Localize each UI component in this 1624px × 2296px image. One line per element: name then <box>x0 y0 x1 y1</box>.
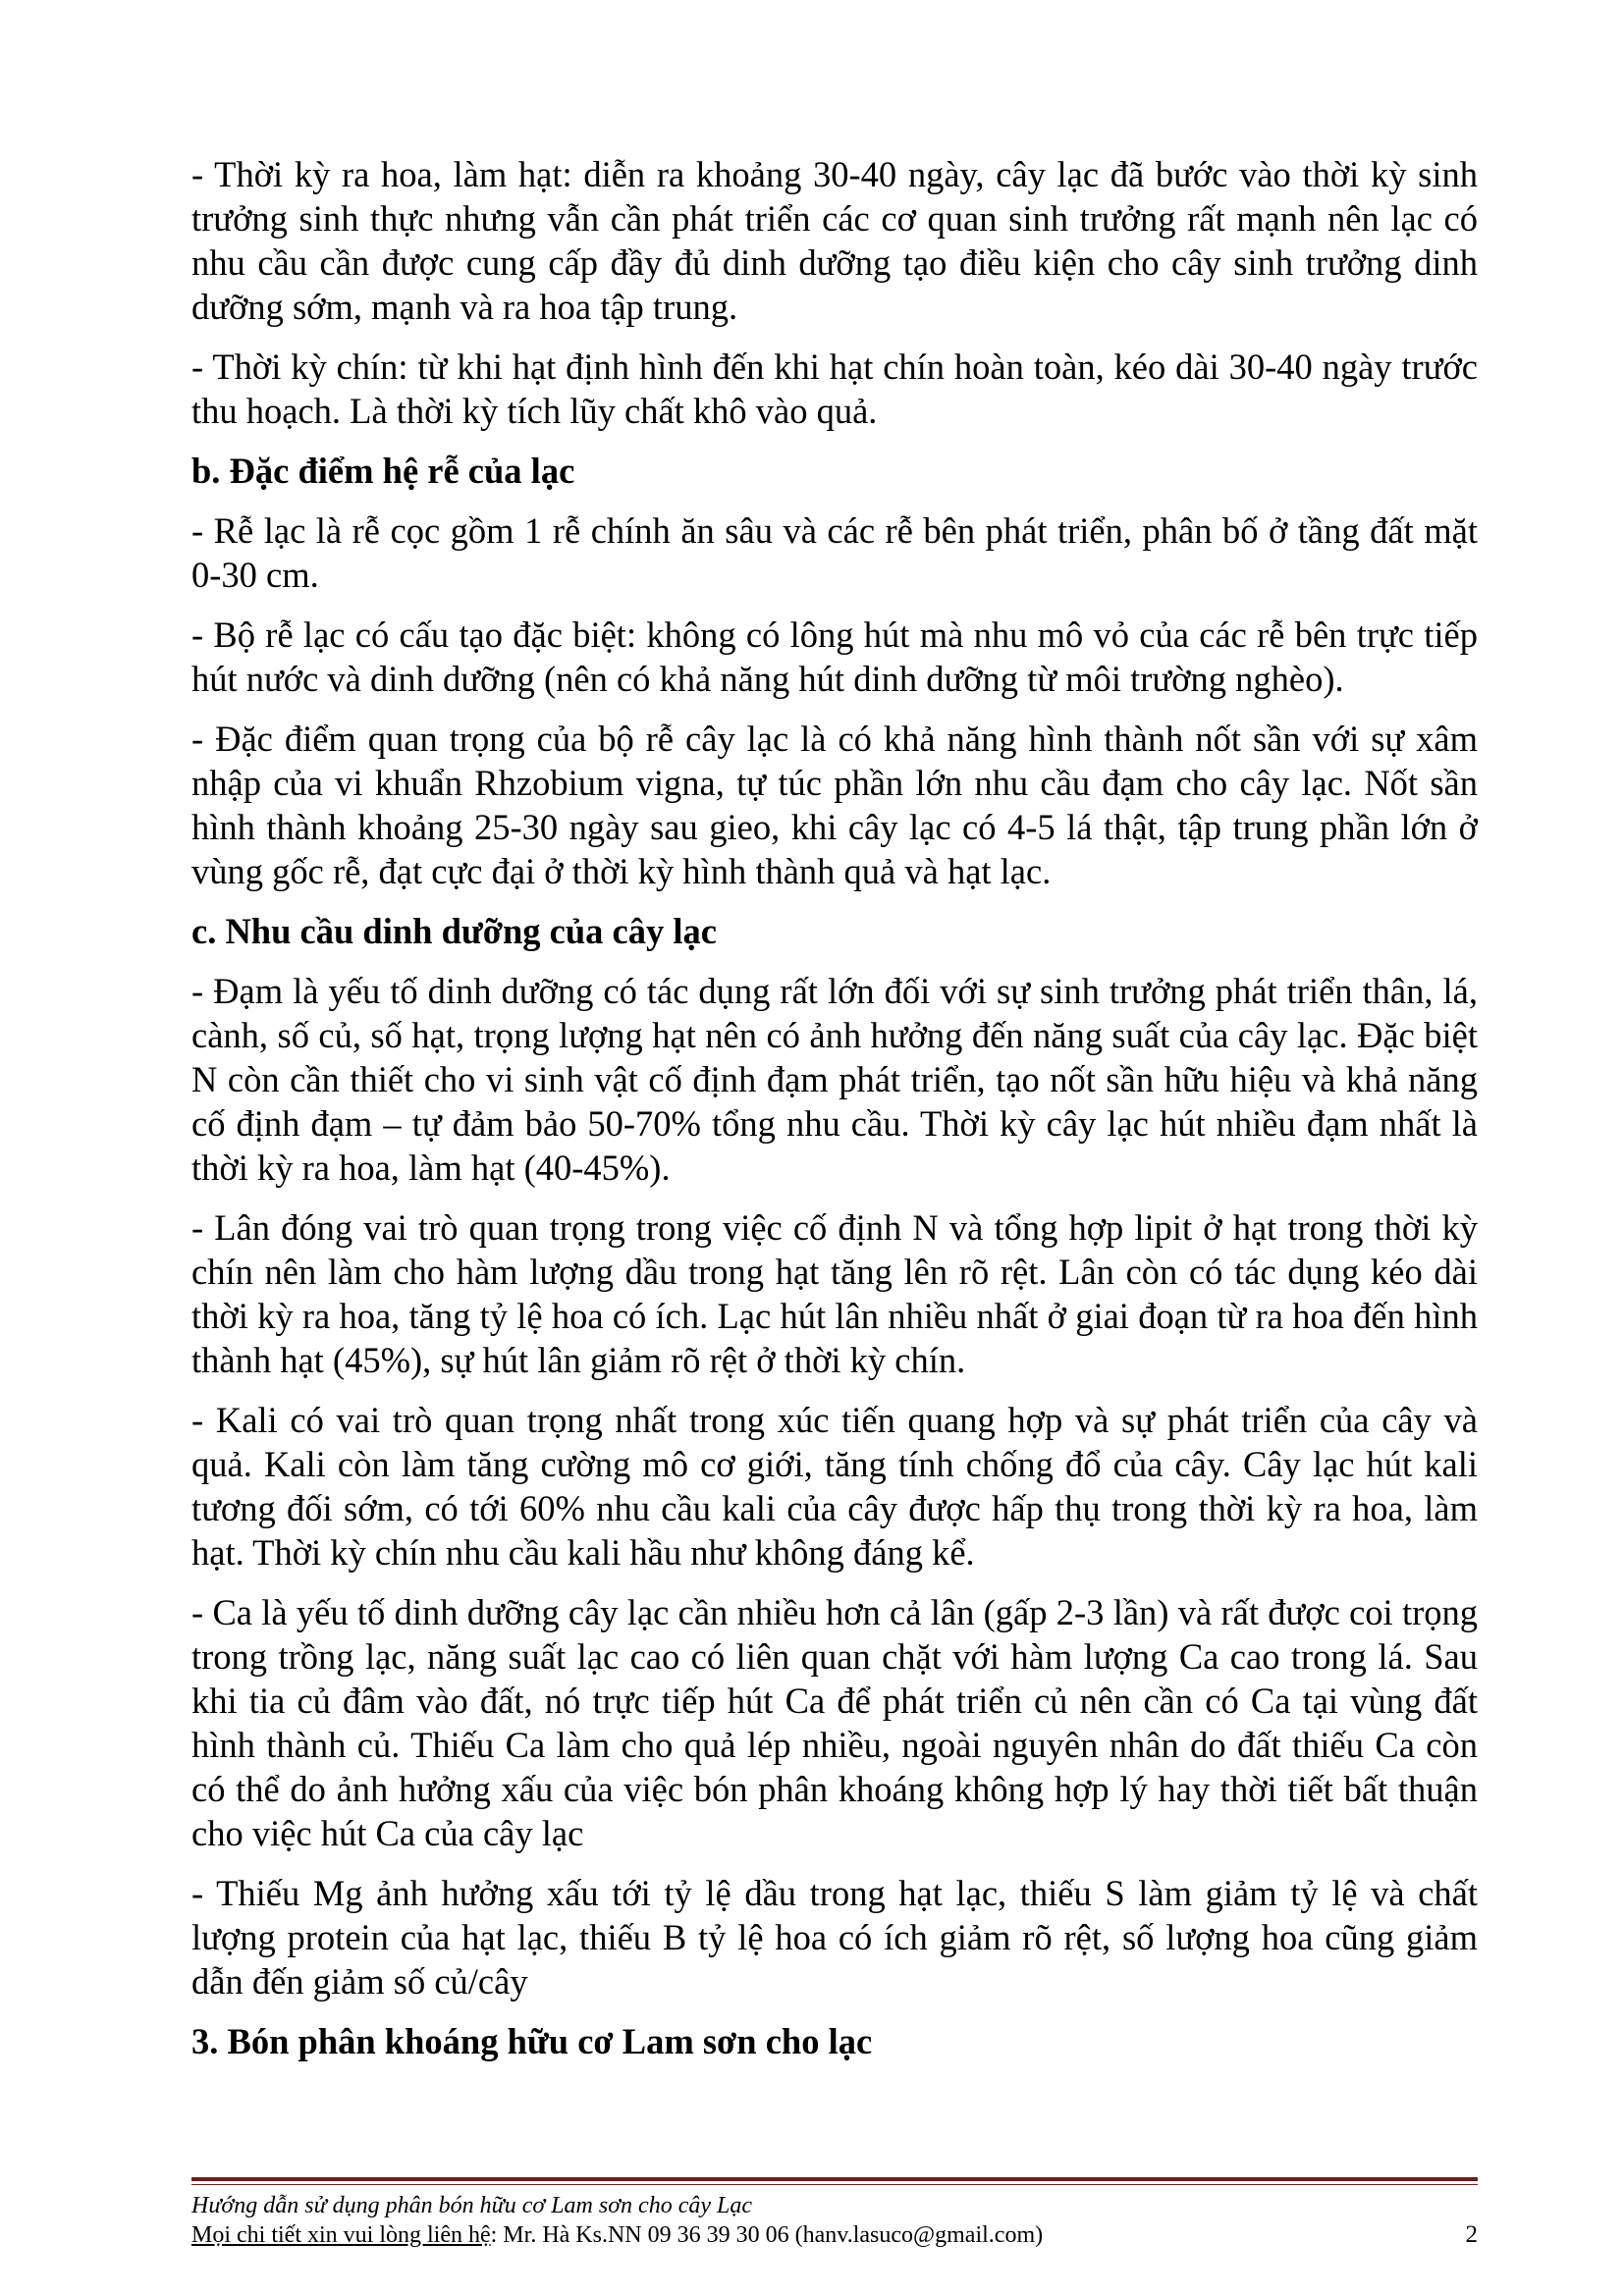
footer-contact-value: : Mr. Hà Ks.NN 09 36 39 30 06 (hanv.lasuco@gmail.com) <box>490 2222 1044 2248</box>
section-heading-fertilizer: 3. Bón phân khoáng hữu cơ Lam sơn cho lạc <box>191 2021 873 2061</box>
paragraph-phosphorus: - Lân đóng vai trò quan trọng trong việc cố định N và tổng hợp lipit ở hạt trong thời kỳ chín nên làm cho hàm lượng dầu trong hạt tăng lên rõ rệt. Lân còn có tác dụng kéo dài thời kỳ ra hoa, tăng tỷ lệ hoa có ích. Lạc hút lân nhiều nhất ở giai đoạn từ ra hoa đến hình thành hạt (45%), sự hút lân giảm rõ rệt ở thời kỳ chín. <box>191 1207 1478 1380</box>
footer-contact-row <box>191 2220 1478 2250</box>
paragraph-potassium: - Kali có vai trò quan trọng nhất trong xúc tiến quang hợp và sự phát triển của cây và quả. Kali còn làm tăng cường mô cơ giới, tăng tính chống đổ của cây. Cây lạc hút kali tương đối sớm, có tới 60% nhu cầu kali của cây được hấp thụ trong thời kỳ ra hoa, làm hạt. Thời kỳ chín nhu cầu kali hầu như không đáng kể. <box>191 1400 1478 1573</box>
footer-divider <box>191 2177 1478 2181</box>
paragraph-micronutrients: - Thiếu Mg ảnh hưởng xấu tới tỷ lệ dầu trong hạt lạc, thiếu S làm giảm tỷ lệ và chất lượng protein của hạt lạc, thiếu B tỷ lệ hoa có ích giảm rõ rệt, số lượng hoa cũng giảm dẫn đến giảm số củ/cây <box>191 1873 1478 2002</box>
paragraph-ripening-stage: - Thời kỳ chín: từ khi hạt định hình đến khi hạt chín hoàn toàn, kéo dài 30-40 ngày trước thu hoạch. Là thời kỳ tích lũy chất khô vào quả. <box>191 347 1478 431</box>
paragraph-taproot: - Rễ lạc là rễ cọc gồm 1 rễ chính ăn sâu và các rễ bên phát triển, phân bố ở tầng đất mặt 0-30 cm. <box>191 510 1478 595</box>
paragraph-flowering-stage: - Thời kỳ ra hoa, làm hạt: diễn ra khoảng 30-40 ngày, cây lạc đã bước vào thời kỳ sinh trưởng sinh thực nhưng vẫn cần phát triển các cơ quan sinh trưởng rất mạnh nên lạc có nhu cầu cần được cung cấp đầy đủ dinh dưỡng tạo điều kiện cho cây sinh trưởng dinh dưỡng sớm, mạnh và ra hoa tập trung. <box>191 154 1478 327</box>
paragraph-nitrogen: - Đạm là yếu tố dinh dưỡng có tác dụng rất lớn đối với sự sinh trưởng phát triển thân, lá, cành, số củ, số hạt, trọng lượng hạt nên có ảnh hưởng đến năng suất của cây lạc. Đặc biệt N còn cần thiết cho vi sinh vật cố định đạm phát triển, tạo nốt sần hữu hiệu và khả năng cố định đạm – tự đảm bảo 50-70% tổng nhu cầu. Thời kỳ cây lạc hút nhiều đạm nhất là thời kỳ ra hoa, làm hạt (40-45%). <box>191 971 1478 1188</box>
paragraph-calcium: - Ca là yếu tố dinh dưỡng cây lạc cần nhiều hơn cả lân (gấp 2-3 lần) và rất được coi trọng trong trồng lạc, năng suất lạc cao có liên quan chặt với hàm lượng Ca cao trong lá. Sau khi tia củ đâm vào đất, nó trực tiếp hút Ca để phát triển củ nên cần có Ca tại vùng đất hình thành củ. Thiếu Ca làm cho quả lép nhiều, ngoài nguyên nhân do đất thiếu Ca còn có thể do ảnh hưởng xấu của việc bón phân khoáng không hợp lý hay thời tiết bất thuận cho việc hút Ca của cây lạc <box>191 1592 1478 1853</box>
paragraph-root-nodules: - Đặc điểm quan trọng của bộ rễ cây lạc là có khả năng hình thành nốt sần với sự xâm nhập của vi khuẩn Rhzobium vigna, tự túc phần lớn nhu cầu đạm cho cây lạc. Nốt sần hình thành khoảng 25-30 ngày sau gieo, khi cây lạc có 4-5 lá thật, tập trung phần lớn ở vùng gốc rễ, đạt cực đại ở thời kỳ hình thành quả và hạt lạc. <box>191 719 1478 891</box>
section-heading-root-system: b. Đặc điểm hệ rễ của lạc <box>191 451 575 491</box>
footer-contact-label: Mọi chi tiết xin vui lòng liên hệ <box>191 2222 491 2248</box>
footer-title: Hướng dẫn sử dụng phân bón hữu cơ Lam sơn cho cây Lạc <box>191 2193 752 2218</box>
footer-divider-thin <box>191 2184 1478 2185</box>
document-body <box>191 152 1478 2079</box>
footer-contact <box>191 2220 1043 2250</box>
page-footer <box>191 2191 1478 2250</box>
paragraph-root-structure: - Bộ rễ lạc có cấu tạo đặc biệt: không có lông hút mà nhu mô vỏ của các rễ bên trực tiếp hút nước và dinh dưỡng (nên có khả năng hút dinh dưỡng từ môi trường nghèo). <box>191 614 1478 699</box>
section-heading-nutrition-needs: c. Nhu cầu dinh dưỡng của cây lạc <box>191 911 717 951</box>
page-number: 2 <box>1465 2221 1478 2248</box>
